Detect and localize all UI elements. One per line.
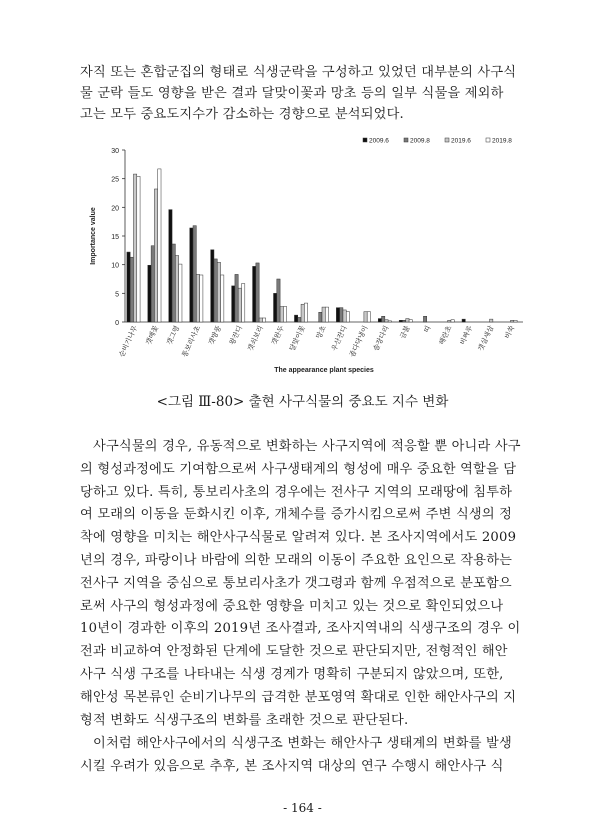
bar-2019.8 bbox=[325, 307, 328, 322]
bar-2019.8 bbox=[346, 312, 349, 322]
page-number: - 164 - bbox=[283, 801, 322, 815]
y-tick-label: 15 bbox=[111, 234, 119, 241]
bar-2019.8 bbox=[388, 321, 391, 322]
bar-2019.8 bbox=[451, 320, 454, 322]
bar-2019.8 bbox=[283, 307, 286, 322]
bar-2009.6 bbox=[169, 210, 172, 322]
chart-canvas bbox=[85, 130, 530, 380]
text-line: 전과 비교하여 안정화된 단계에 도달한 것으로 판단되지만, 전형적인 해안 bbox=[80, 644, 508, 660]
x-tick-label: 달맞이꽃 bbox=[289, 324, 307, 353]
bar-2019.8 bbox=[221, 275, 224, 322]
bar-2009.8 bbox=[423, 316, 426, 322]
legend-label: 2009.6 bbox=[369, 137, 389, 145]
bar-2019.6 bbox=[448, 320, 451, 322]
bar-2019.8 bbox=[514, 320, 517, 322]
y-tick-label: 10 bbox=[111, 262, 119, 270]
bar-2019.6 bbox=[175, 255, 178, 322]
bar-2019.6 bbox=[385, 320, 388, 322]
bar-2009.8 bbox=[193, 226, 196, 322]
bar-2019.6 bbox=[511, 320, 514, 322]
text-line: 형적 변화도 식생구조의 변화를 초래한 것으로 판단된다. bbox=[80, 712, 409, 728]
bar-2019.6 bbox=[490, 319, 493, 322]
paragraph-conclusion bbox=[80, 733, 530, 779]
bar-2009.8 bbox=[402, 320, 405, 322]
bar-2019.6 bbox=[322, 307, 325, 322]
x-tick-label: 망초 bbox=[315, 324, 328, 341]
bar-2019.6 bbox=[259, 318, 262, 322]
bar-2019.8 bbox=[179, 264, 182, 322]
bar-2009.6 bbox=[190, 228, 193, 322]
text-line: 당하고 있다. 특히, 통보리사초의 경우에는 전사구 지역의 모래땅에 침투하 bbox=[80, 484, 513, 500]
paragraph-discussion bbox=[80, 436, 530, 732]
x-tick-label: 갯쇠보리 bbox=[247, 324, 265, 353]
bar-2009.8 bbox=[319, 312, 322, 322]
legend-swatch bbox=[363, 138, 367, 142]
legend-swatch bbox=[404, 138, 408, 142]
bar-2019.8 bbox=[262, 318, 265, 322]
legend-swatch bbox=[486, 138, 490, 142]
y-tick-label: 0 bbox=[115, 320, 119, 327]
bar-2009.8 bbox=[298, 317, 301, 322]
text-line: 여 모래의 이동을 둔화시킨 이후, 개체수를 증가시킴으로써 주변 식생의 정 bbox=[80, 507, 513, 523]
figure-caption: <그림 Ⅲ-80> 출현 사구식물의 중요도 지수 변화 bbox=[156, 394, 449, 410]
bar-2009.8 bbox=[235, 274, 238, 322]
bar-2009.6 bbox=[399, 320, 402, 322]
bar-2009.8 bbox=[151, 246, 154, 322]
bar-2009.8 bbox=[277, 279, 280, 322]
bar-2009.6 bbox=[462, 319, 465, 322]
bar-2009.8 bbox=[256, 263, 259, 322]
importance-value-chart bbox=[85, 130, 530, 380]
bar-2009.8 bbox=[130, 257, 133, 322]
paragraph-intro bbox=[80, 62, 530, 125]
legend-label: 2009.8 bbox=[410, 137, 430, 145]
bar-2019.6 bbox=[406, 319, 409, 322]
text-line: 년의 경우, 파랑이나 바람에 의한 모래의 이동이 주요한 요인으로 작용하는 bbox=[80, 552, 513, 568]
y-tick-label: 25 bbox=[111, 176, 119, 184]
x-tick-label: 비짜루 bbox=[459, 324, 475, 347]
bar-2009.6 bbox=[274, 293, 277, 322]
bar-2019.8 bbox=[242, 284, 245, 322]
bar-2019.6 bbox=[238, 288, 241, 322]
legend-label: 2019.6 bbox=[451, 137, 471, 145]
legend-label: 2019.8 bbox=[492, 137, 512, 145]
text-line: 사구 식생 구조를 나타내는 식생 경계가 명확히 구분되지 않았으며, 또한, bbox=[80, 666, 504, 682]
text-line: 의 형성과정에도 기여함으로써 사구생태계의 형성에 매우 중요한 역할을 담 bbox=[80, 461, 517, 477]
y-tick-label: 5 bbox=[115, 291, 119, 299]
bar-2019.8 bbox=[137, 176, 140, 322]
bar-2019.8 bbox=[304, 303, 307, 322]
bar-2009.6 bbox=[378, 319, 381, 322]
bar-2019.6 bbox=[196, 274, 199, 322]
bar-2019.8 bbox=[367, 312, 370, 322]
x-tick-label: 솔장다리 bbox=[372, 324, 391, 353]
bar-2009.6 bbox=[232, 286, 235, 322]
bar-2009.8 bbox=[382, 316, 385, 322]
bar-2019.6 bbox=[343, 310, 346, 322]
bar-2009.8 bbox=[214, 259, 217, 322]
text-line: 전사구 지역을 중심으로 통보리사초가 갯그령과 함께 우점적으로 분포함으 bbox=[80, 575, 512, 591]
bar-2009.6 bbox=[211, 250, 214, 322]
y-axis-label: Importance value bbox=[90, 207, 97, 265]
text-line: 물 군락 들도 영향을 받은 결과 달맞이꽃과 망초 등의 일부 식물을 제외하 bbox=[80, 86, 504, 101]
x-tick-label: 통보리사초 bbox=[181, 324, 203, 359]
x-tick-label: 해란초 bbox=[438, 324, 454, 347]
x-tick-label: 띠 bbox=[423, 324, 433, 334]
text-line: 해안성 목본류인 순비기나무의 급격한 분포영역 확대로 인한 해안사구의 지 bbox=[80, 689, 517, 705]
x-axis-label: The appearance plant species bbox=[274, 367, 374, 374]
text-line: 자직 또는 혼합군집의 형태로 식생군락을 구성하고 있었던 대부분의 사구식 bbox=[80, 65, 517, 80]
y-tick-label: 20 bbox=[111, 205, 119, 213]
bar-2009.6 bbox=[294, 315, 297, 322]
x-tick-label: 갯실새삼 bbox=[477, 324, 496, 353]
text-line: 사구식물의 경우, 유동적으로 변화하는 사구지역에 적응할 뿐 아니라 사구 bbox=[93, 439, 521, 454]
bar-2019.8 bbox=[158, 169, 161, 322]
text-line: 시킬 우려가 있음으로 추후, 본 조사지역 대상의 연구 수행시 해안사구 식 bbox=[80, 758, 504, 774]
text-line: 착에 영향을 미치는 해안사구식물로 알려져 있다. 본 조사지역에서도 2009 bbox=[80, 530, 517, 546]
bar-2019.6 bbox=[301, 304, 304, 322]
x-tick-label: 금불 bbox=[399, 324, 412, 341]
text-line: 고는 모두 중요도지수가 감소하는 경향으로 분석되었다. bbox=[80, 107, 404, 122]
text-line: 이처럼 해안사구에서의 식생구조 변화는 해안사구 생태계의 변화를 발생 bbox=[93, 736, 512, 751]
bar-2019.8 bbox=[409, 320, 412, 322]
bar-2009.6 bbox=[253, 266, 256, 322]
bar-2009.6 bbox=[127, 252, 130, 322]
x-tick-label: 좀다닥냉이 bbox=[349, 324, 370, 359]
x-tick-label: 비쑥 bbox=[504, 324, 517, 341]
bar-2009.6 bbox=[336, 308, 339, 322]
x-tick-label: 우산잔디 bbox=[330, 324, 349, 353]
text-line: 10년이 경과한 이후의 2019년 조사결과, 조사지역내의 식생구조의 경우 이 bbox=[80, 621, 521, 637]
bar-2019.8 bbox=[200, 275, 203, 322]
x-tick-label: 순비기나무 bbox=[118, 324, 140, 359]
bar-2009.8 bbox=[340, 308, 343, 322]
x-tick-label: 갯완두 bbox=[270, 324, 286, 347]
x-tick-label: 갯그령 bbox=[166, 324, 182, 347]
bar-2019.6 bbox=[364, 312, 367, 322]
x-tick-label: 왕잔디 bbox=[229, 324, 245, 347]
x-tick-label: 갯방풍 bbox=[208, 324, 224, 347]
legend-swatch bbox=[445, 138, 449, 142]
x-tick-label: 갯메꽃 bbox=[145, 324, 161, 347]
bar-2019.6 bbox=[280, 307, 283, 322]
bar-2009.8 bbox=[172, 244, 175, 322]
bar-2019.6 bbox=[133, 174, 136, 322]
bar-2019.6 bbox=[217, 262, 220, 322]
bar-2009.6 bbox=[148, 265, 151, 322]
text-line: 로써 사구의 형성과정에 중요한 영향을 미치고 있는 것으로 확인되었으나 bbox=[80, 598, 504, 614]
y-tick-label: 30 bbox=[111, 148, 119, 155]
bar-2019.6 bbox=[154, 189, 157, 322]
